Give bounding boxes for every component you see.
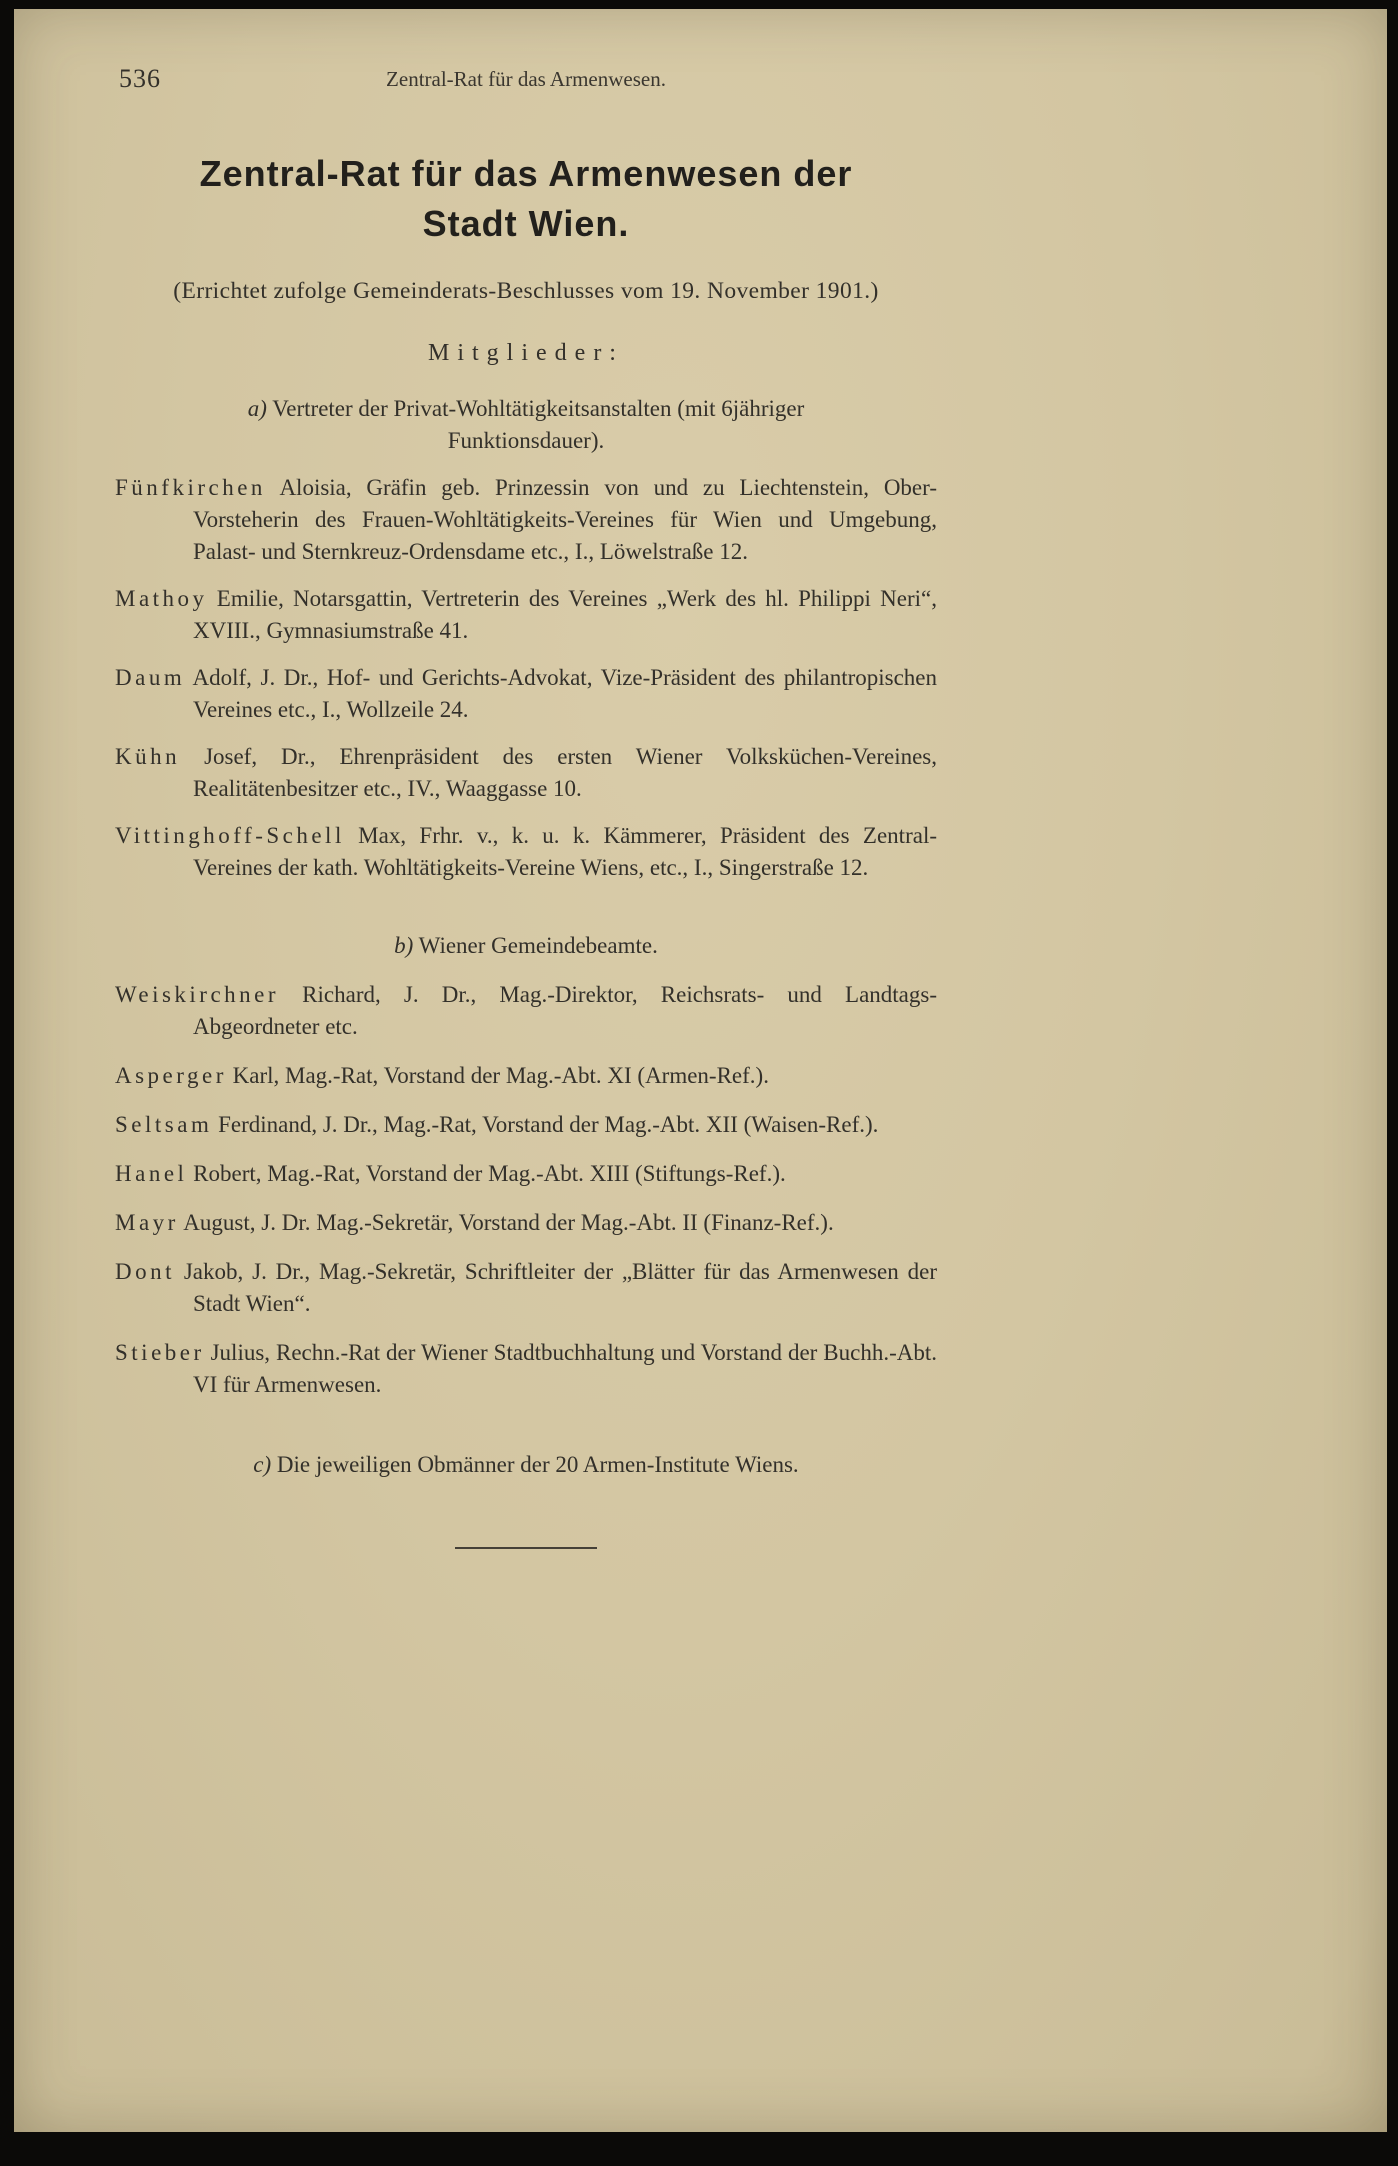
section-a-marker: a) [247,396,267,421]
scanned-page [14,9,1387,2132]
entry-name: Mayr [115,1210,179,1235]
entry-mathoy [115,583,937,647]
entry-text: Richard, J. Dr., Mag.-Direktor, Reichsrats- und Landtags-Abgeordneter etc. [193,982,937,1039]
entry-name: Dont [115,1259,175,1284]
entry-name: Kühn [115,744,181,769]
entry-name: Daum [115,665,186,690]
section-a-heading [181,393,871,457]
section-b-entries [115,979,937,1401]
entry-name: Mathoy [115,586,208,611]
entry-vittinghoff [115,820,937,884]
page-number: 536 [119,64,161,93]
section-a-entries [115,472,937,884]
section-c-marker: c) [253,1452,272,1477]
separator-rule [455,1547,597,1549]
entry-name: Weiskirchner [115,982,280,1007]
subtitle: (Errichtet zufolge Gemeinderats-Beschlusses vom 19. November 1901.) [173,278,879,304]
entry-daum [115,662,937,726]
entry-name: Seltsam [115,1112,213,1137]
entry-text: Max, Frhr. v., k. u. k. Kämmerer, Präsident des Zentral-Vereines der kath. Wohltätigkeits-Vereine Wiens, etc., I., Singerstraße 12. [193,823,937,880]
document-title-line1: Zentral-Rat für das Armenwesen der [199,153,853,194]
entry-text: Emilie, Notarsgattin, Vertreterin des Vereines „Werk des hl. Philippi Neri“, XVIII., Gymnasiumstraße 41. [193,586,937,643]
entry-text: August, J. Dr. Mag.-Sekretär, Vorstand der Mag.-Abt. II (Finanz-Ref.). [178,1210,834,1235]
entry-text: Julius, Rechn.-Rat der Wiener Stadtbuchhaltung und Vorstand der Buchh.-Abt. VI für Armenwesen. [193,1340,937,1397]
section-c-heading-text: Die jeweiligen Obmänner der 20 Armen-Institute Wiens. [276,1452,799,1477]
entry-name: Stieber [115,1340,205,1365]
entry-name: Fünfkirchen [115,475,266,500]
entry-name: Vittinghoff-Schell [115,823,345,848]
entry-mayr [115,1207,937,1239]
entry-name: Asperger [115,1063,227,1088]
entry-name: Hanel [115,1161,188,1186]
entry-seltsam [115,1109,937,1141]
entry-text: Aloisia, Gräfin geb. Prinzessin von und zu Liechtenstein, Ober-Vorsteherin des Frauen-Wohltätigkeits-Vereines für Wien und Umgebung, Palast- und Sternkreuz-Ordensdame etc., I., Löwelstraße 12. [193,475,937,564]
entry-text: Karl, Mag.-Rat, Vorstand der Mag.-Abt. XI (Armen-Ref.). [226,1063,769,1088]
page-header [115,63,937,97]
entry-text: Jakob, J. Dr., Mag.-Sekretär, Schriftleiter der „Blätter für das Armenwesen der Stadt Wien“. [175,1259,937,1316]
entry-weiskirchner [115,979,937,1043]
section-b-heading [115,930,937,962]
entry-text: Robert, Mag.-Rat, Vorstand der Mag.-Abt. XIII (Stiftungs-Ref.). [187,1161,786,1186]
text-block [115,9,937,1549]
section-a-heading-text: Vertreter der Privat-Wohltätigkeitsanstalten (mit 6jähriger Funktionsdauer). [272,396,805,453]
running-header: Zentral-Rat für das Armenwesen. [386,67,666,91]
section-b-marker: b) [394,933,414,958]
entry-fuenfkirchen [115,472,937,568]
entry-kuehn [115,741,937,805]
entry-hanel [115,1158,937,1190]
entry-text: Josef, Dr., Ehrenpräsident des ersten Wiener Volksküchen-Vereines, Realitätenbesitzer etc., IV., Waaggasse 10. [180,744,937,801]
document-title-line2: Stadt Wien. [422,203,630,244]
entry-asperger [115,1060,937,1092]
entry-text: Ferdinand, J. Dr., Mag.-Rat, Vorstand der Mag.-Abt. XII (Waisen-Ref.). [212,1112,879,1137]
entry-text: Adolf, J. Dr., Hof- und Gerichts-Advokat, Vize-Präsident des philantropischen Vereines etc., I., Wollzeile 24. [185,665,937,722]
document-title [115,149,937,249]
section-b-heading-text: Wiener Gemeindebeamte. [418,933,658,958]
members-heading: Mitglieder: [428,340,624,366]
entry-stieber [115,1337,937,1401]
section-c-heading [115,1449,937,1481]
entry-dont [115,1256,937,1320]
